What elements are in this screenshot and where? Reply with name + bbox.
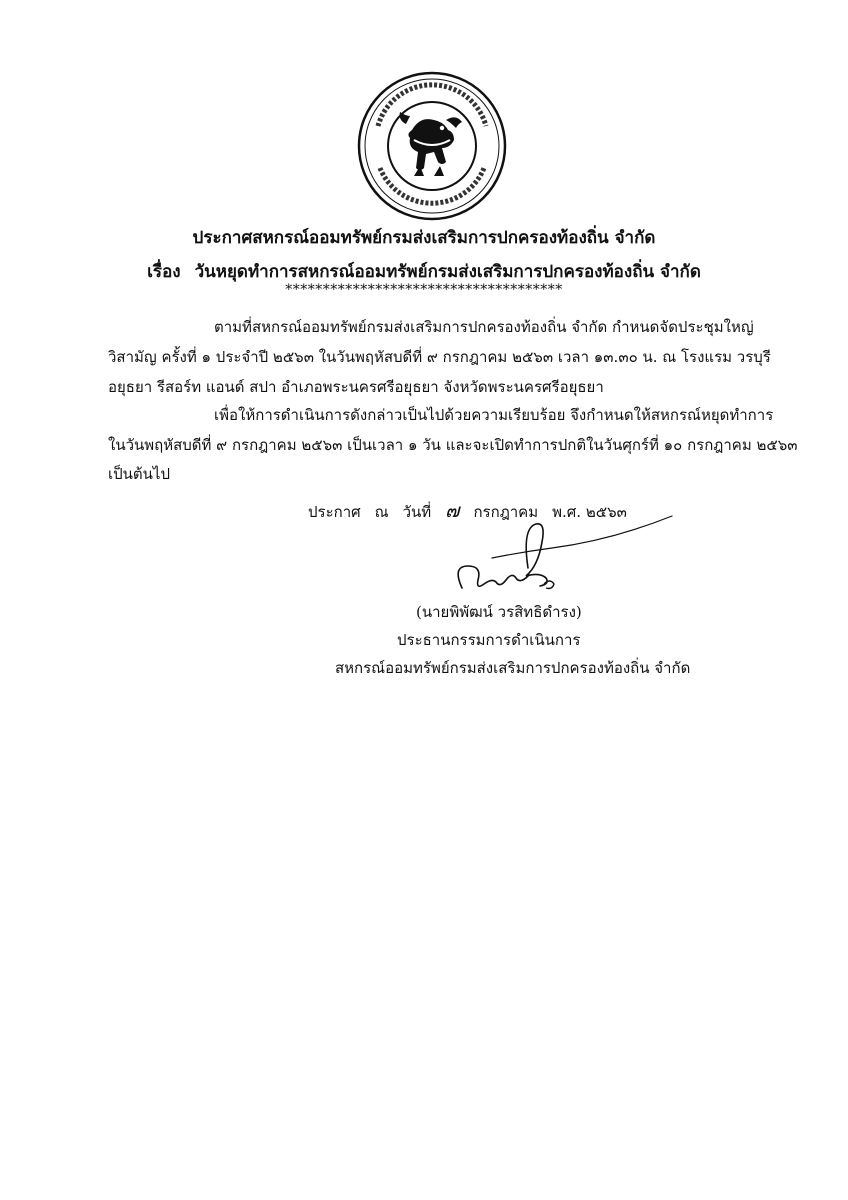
paragraph-2-line-3: เป็นต้นไป xyxy=(108,465,170,483)
announce-month: กรกฎาคม xyxy=(473,503,539,521)
signer-name: (นายพิพัฒน์ วรสิทธิดำรง) xyxy=(416,603,582,621)
paragraph-1-line-1: ตามที่สหกรณ์ออมทรัพย์กรมส่งเสริมการปกครองท้องถิ่น จำกัด กำหนดจัดประชุมใหญ่ xyxy=(214,318,754,336)
header-separator: ************************************* xyxy=(285,282,563,298)
paragraph-1-line-2: วิสามัญ ครั้งที่ ๑ ประจำปี ๒๕๖๓ ในวันพฤหัสบดีที่ ๙ กรกฎาคม ๒๕๖๓ เวลา ๑๓.๓๐ น. ณ โรงแรม วรบุรี xyxy=(108,348,771,366)
announcement-title: ประกาศสหกรณ์ออมทรัพย์กรมส่งเสริมการปกครองท้องถิ่น จำกัด xyxy=(192,228,656,248)
announce-at: ณ xyxy=(374,503,389,521)
paragraph-1-line-3: อยุธยา รีสอร์ท แอนด์ สปา อำเภอพระนครศรีอยุธยา จังหวัดพระนครศรีอยุธยา xyxy=(108,378,604,396)
signer-position: ประธานกรรมการดำเนินการ xyxy=(397,631,581,649)
announce-day-label: วันที่ xyxy=(402,503,432,521)
cooperative-seal-logo xyxy=(356,70,508,222)
announcement-subject xyxy=(0,258,848,285)
paragraph-2-line-1: เพื่อให้การดำเนินการดังกล่าวเป็นไปด้วยความเรียบร้อย จึงกำหนดให้สหกรณ์หยุดทำการ xyxy=(214,406,774,424)
subject-label: เรื่อง xyxy=(147,262,181,282)
paragraph-2-line-2: ในวันพฤหัสบดีที่ ๙ กรกฎาคม ๒๕๖๓ เป็นเวลา ๑ วัน และจะเปิดทำการปกติในวันศุกร์ที่ ๑๐ กรกฎาคม ๒๕๖๓ xyxy=(108,436,798,454)
announce-year: พ.ศ. ๒๕๖๓ xyxy=(552,503,627,521)
signer-organization: สหกรณ์ออมทรัพย์กรมส่งเสริมการปกครองท้องถิ่น จำกัด xyxy=(335,659,691,677)
subject-text: วันหยุดทำการสหกรณ์ออมทรัพย์กรมส่งเสริมการปกครองท้องถิ่น จำกัด xyxy=(194,262,701,282)
handwritten-signature xyxy=(432,498,692,608)
announce-prefix: ประกาศ xyxy=(308,503,361,521)
announce-day-handwritten: ๗ xyxy=(445,500,460,522)
